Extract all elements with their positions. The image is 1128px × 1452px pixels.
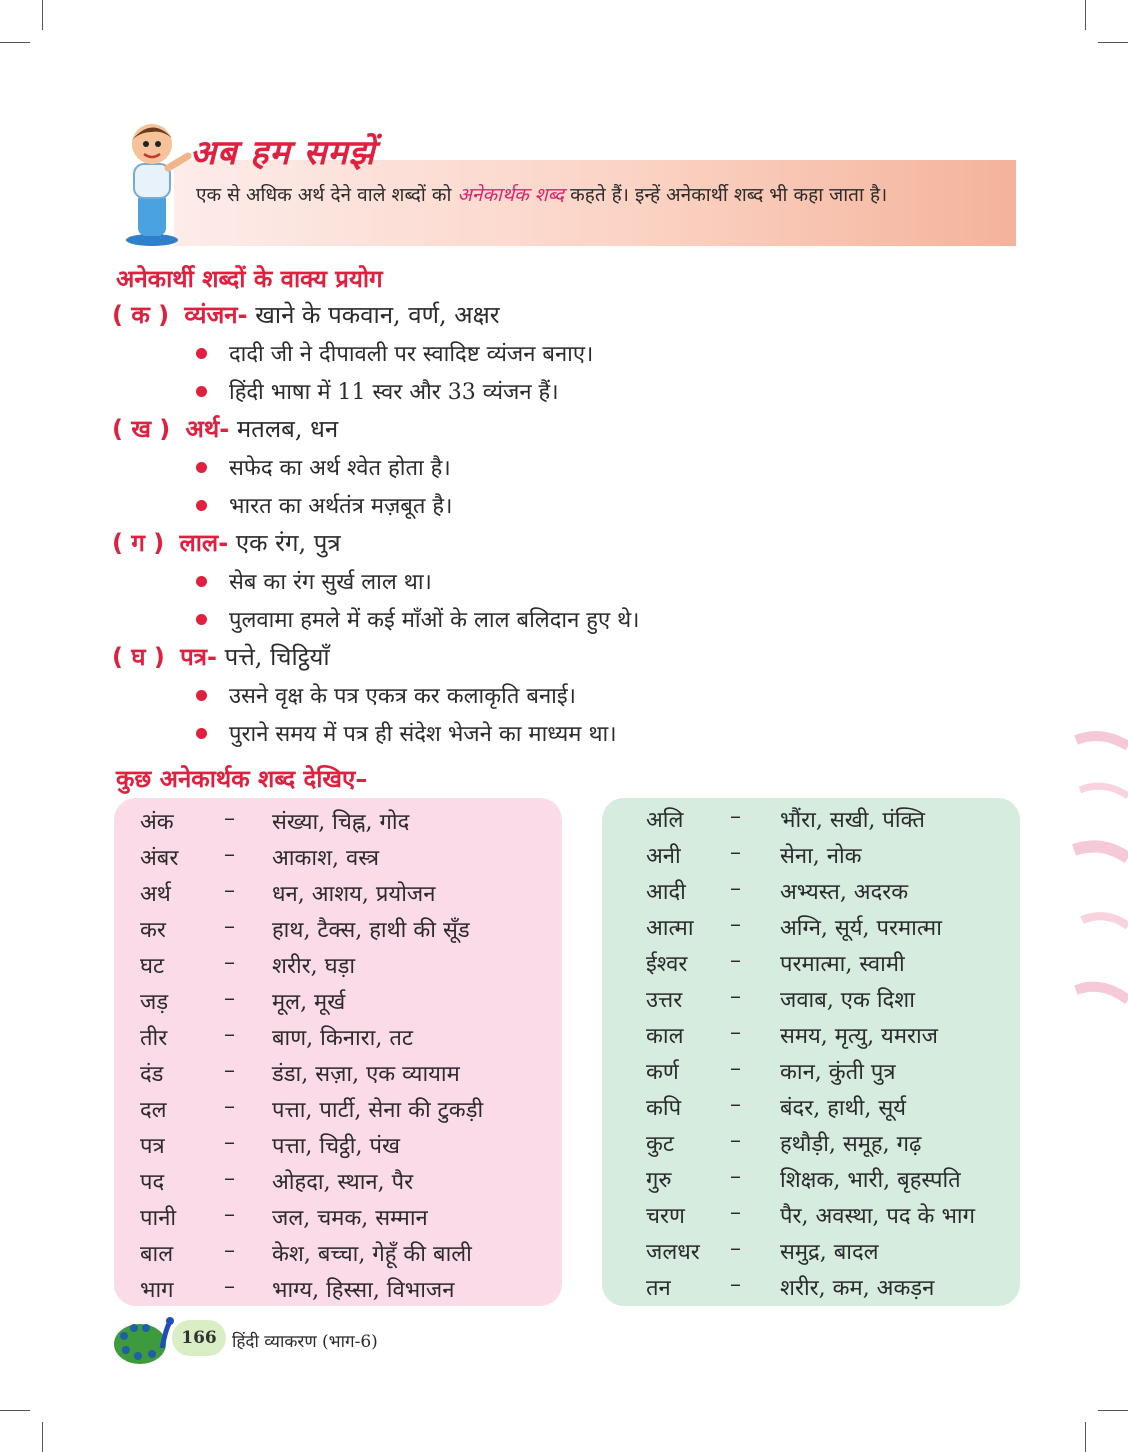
dash: – xyxy=(730,804,741,829)
example-text: हिंदी भाषा में 11 स्वर और 33 व्यंजन हैं। xyxy=(229,380,559,405)
word: काल xyxy=(646,1024,684,1049)
definition-text xyxy=(196,178,996,212)
word-row xyxy=(140,842,540,874)
word: दंड xyxy=(140,1062,164,1087)
word-row xyxy=(646,1164,1046,1196)
dash: – xyxy=(224,1274,235,1299)
cartoon-boy-illustration xyxy=(122,116,192,248)
bullet-icon xyxy=(196,348,207,359)
entry-label: ( घ ) xyxy=(112,643,165,671)
word-meanings: मूल, मूर्ख xyxy=(272,990,346,1015)
word-meanings: संख्या, चिह्न, गोद xyxy=(272,810,410,835)
usage-entry xyxy=(112,526,341,559)
dash: – xyxy=(224,1022,235,1047)
example-sentence xyxy=(196,680,576,710)
dash: – xyxy=(224,1130,235,1155)
definition-text-before: एक से अधिक अर्थ देने वाले शब्दों को xyxy=(196,184,458,206)
word-meanings: पत्ता, चिट्ठी, पंख xyxy=(272,1134,400,1159)
word: तीर xyxy=(140,1026,168,1051)
word-list-heading: कुछ अनेकार्थक शब्द देखिए– xyxy=(116,765,368,793)
decorative-brush-strokes xyxy=(1072,720,1128,1020)
word: अर्थ xyxy=(140,882,171,907)
example-sentence xyxy=(196,376,559,406)
word-row xyxy=(646,1128,1046,1160)
dash: – xyxy=(730,876,741,901)
word: उत्तर xyxy=(646,988,683,1013)
word-row xyxy=(140,950,540,982)
dash: – xyxy=(730,1200,741,1225)
word: घट xyxy=(140,954,165,979)
word-row xyxy=(140,1094,540,1126)
dash: – xyxy=(730,948,741,973)
definition-term: अनेकार्थक शब्द xyxy=(457,184,565,206)
word-row xyxy=(646,948,1046,980)
word: अंक xyxy=(140,810,174,835)
dash: – xyxy=(730,1020,741,1045)
dash: – xyxy=(224,950,235,975)
crop-mark xyxy=(42,1422,43,1452)
word-row xyxy=(646,840,1046,872)
dash: – xyxy=(730,984,741,1009)
bullet-icon xyxy=(196,462,207,473)
word-meanings: ओहदा, स्थान, पैर xyxy=(272,1170,414,1195)
bullet-icon xyxy=(196,500,207,511)
example-text: सफेद का अर्थ श्वेत होता है। xyxy=(229,456,451,481)
section-title: अब हम समझें xyxy=(190,133,376,173)
word-row xyxy=(646,1020,1046,1052)
entry-meaning: एक रंग, पुत्र xyxy=(235,529,341,557)
dash: – xyxy=(224,1094,235,1119)
word-meanings: अभ्यस्त, अदरक xyxy=(780,880,909,905)
bullet-icon xyxy=(196,386,207,397)
word: चरण xyxy=(646,1204,685,1229)
usage-heading: अनेकार्थी शब्दों के वाक्य प्रयोग xyxy=(116,265,383,293)
word-meanings: भौंरा, सखी, पंक्ति xyxy=(780,808,925,833)
crop-mark xyxy=(1098,1410,1128,1411)
word-meanings: जल, चमक, सम्मान xyxy=(272,1206,428,1231)
example-text: सेब का रंग सुर्ख लाल था। xyxy=(229,570,432,595)
dash: – xyxy=(224,1202,235,1227)
word: अलि xyxy=(646,808,684,833)
entry-word: लाल- xyxy=(179,529,229,557)
dash: – xyxy=(224,1166,235,1191)
book-title: हिंदी व्याकरण (भाग-6) xyxy=(232,1332,378,1352)
word-meanings: पत्ता, पार्टी, सेना की टुकड़ी xyxy=(272,1098,484,1123)
word: दल xyxy=(140,1098,167,1123)
word-row xyxy=(646,1092,1046,1124)
example-sentence xyxy=(196,452,451,482)
word-row xyxy=(140,986,540,1018)
word-row xyxy=(140,1274,540,1306)
word: ईश्वर xyxy=(646,952,688,977)
entry-label: ( ख ) xyxy=(112,415,171,443)
example-text: पुराने समय में पत्र ही संदेश भेजने का माध्यम था। xyxy=(229,722,617,747)
dash: – xyxy=(224,878,235,903)
dash: – xyxy=(224,1058,235,1083)
word-row xyxy=(140,1166,540,1198)
dash: – xyxy=(224,914,235,939)
usage-entry xyxy=(112,412,338,445)
entry-label: ( ग ) xyxy=(112,529,165,557)
page-number: 166 xyxy=(172,1320,226,1356)
word: कर xyxy=(140,918,166,943)
word-row xyxy=(646,1236,1046,1268)
word-row xyxy=(646,912,1046,944)
word: आत्मा xyxy=(646,916,694,941)
definition-text-after: कहते हैं। इन्हें अनेकार्थी शब्द भी कहा जाता है। xyxy=(564,184,888,206)
example-text: दादी जी ने दीपावली पर स्वादिष्ट व्यंजन बनाए। xyxy=(229,342,594,367)
word-meanings: शिक्षक, भारी, बृहस्पति xyxy=(780,1168,961,1193)
word: गुरु xyxy=(646,1168,672,1193)
word: कुट xyxy=(646,1132,674,1157)
word-meanings: धन, आशय, प्रयोजन xyxy=(272,882,436,907)
entry-word: पत्र- xyxy=(180,643,217,671)
word-meanings: भाग्य, हिस्सा, विभाजन xyxy=(272,1278,455,1303)
word-meanings: समय, मृत्यु, यमराज xyxy=(780,1024,938,1049)
entry-label: ( क ) xyxy=(112,301,170,329)
word-meanings: बंदर, हाथी, सूर्य xyxy=(780,1096,906,1121)
word: अनी xyxy=(646,844,681,869)
word-row xyxy=(140,806,540,838)
word-row xyxy=(646,1056,1046,1088)
word-meanings: डंडा, सज़ा, एक व्यायाम xyxy=(272,1062,460,1087)
word-meanings: शरीर, घड़ा xyxy=(272,954,356,979)
word-row xyxy=(140,914,540,946)
word-meanings: जवाब, एक दिशा xyxy=(780,988,915,1013)
bullet-icon xyxy=(196,690,207,701)
bullet-icon xyxy=(196,614,207,625)
word: तन xyxy=(646,1276,671,1301)
word-meanings: शरीर, कम, अकड़न xyxy=(780,1276,935,1301)
example-sentence xyxy=(196,338,593,368)
dash: – xyxy=(730,1236,741,1261)
crop-mark xyxy=(1098,42,1128,43)
bullet-icon xyxy=(196,576,207,587)
word-row xyxy=(646,876,1046,908)
dash: – xyxy=(730,1092,741,1117)
crop-mark xyxy=(0,1410,30,1411)
word: कर्ण xyxy=(646,1060,679,1085)
entry-meaning: मतलब, धन xyxy=(236,415,339,443)
crop-mark xyxy=(0,42,30,43)
crop-mark xyxy=(42,0,43,30)
example-text: उसने वृक्ष के पत्र एकत्र कर कलाकृति बनाई। xyxy=(229,684,576,709)
word-meanings: हाथ, टैक्स, हाथी की सूँड xyxy=(272,918,470,943)
entry-word: अर्थ- xyxy=(185,415,230,443)
word-meanings: पैर, अवस्था, पद के भाग xyxy=(780,1204,975,1229)
dash: – xyxy=(224,1238,235,1263)
word: भाग xyxy=(140,1278,174,1303)
word-row xyxy=(140,1238,540,1270)
dash: – xyxy=(730,840,741,865)
word-meanings: अग्नि, सूर्य, परमात्मा xyxy=(780,916,942,941)
word: पद xyxy=(140,1170,165,1195)
word-meanings: आकाश, वस्त्र xyxy=(272,846,379,871)
word-row xyxy=(140,1022,540,1054)
dash: – xyxy=(730,1272,741,1297)
word: पत्र xyxy=(140,1134,165,1159)
word-row xyxy=(646,804,1046,836)
word: कपि xyxy=(646,1096,682,1121)
word-row xyxy=(646,1200,1046,1232)
word: पानी xyxy=(140,1206,177,1231)
dash: – xyxy=(224,806,235,831)
word: जलधर xyxy=(646,1240,700,1265)
dash: – xyxy=(730,1128,741,1153)
bullet-icon xyxy=(196,728,207,739)
example-sentence xyxy=(196,718,617,748)
crop-mark xyxy=(1085,1422,1086,1452)
word-meanings: कान, कुंती पुत्र xyxy=(780,1060,896,1085)
word-row xyxy=(646,1272,1046,1304)
usage-entry xyxy=(112,298,500,331)
example-sentence xyxy=(196,604,640,634)
word-row xyxy=(140,1202,540,1234)
word: अंबर xyxy=(140,846,179,871)
crop-mark xyxy=(1085,0,1086,30)
dash: – xyxy=(224,986,235,1011)
word-row xyxy=(140,878,540,910)
example-text: भारत का अर्थतंत्र मज़बूत है। xyxy=(229,494,453,519)
word-meanings: केश, बच्चा, गेहूँ की बाली xyxy=(272,1242,472,1267)
dash: – xyxy=(730,912,741,937)
example-sentence xyxy=(196,490,452,520)
word-row xyxy=(140,1058,540,1090)
entry-meaning: पत्ते, चिट्ठियाँ xyxy=(224,643,330,671)
word: आदी xyxy=(646,880,686,905)
word-row xyxy=(646,984,1046,1016)
dash: – xyxy=(224,842,235,867)
word-meanings: समुद्र, बादल xyxy=(780,1240,879,1265)
entry-word: व्यंजन- xyxy=(184,301,248,329)
word-row xyxy=(140,1130,540,1162)
dash: – xyxy=(730,1056,741,1081)
example-text: पुलवामा हमले में कई माँओं के लाल बलिदान हुए थे। xyxy=(229,608,640,633)
word-meanings: सेना, नोक xyxy=(780,844,862,869)
word-meanings: हथौड़ी, समूह, गढ़ xyxy=(780,1132,922,1157)
word-meanings: परमात्मा, स्वामी xyxy=(780,952,905,977)
example-sentence xyxy=(196,566,432,596)
word: जड़ xyxy=(140,990,169,1015)
word-meanings: बाण, किनारा, तट xyxy=(272,1026,413,1051)
usage-entry xyxy=(112,640,330,673)
entry-meaning: खाने के पकवान, वर्ण, अक्षर xyxy=(255,301,500,329)
word: बाल xyxy=(140,1242,174,1267)
dash: – xyxy=(730,1164,741,1189)
